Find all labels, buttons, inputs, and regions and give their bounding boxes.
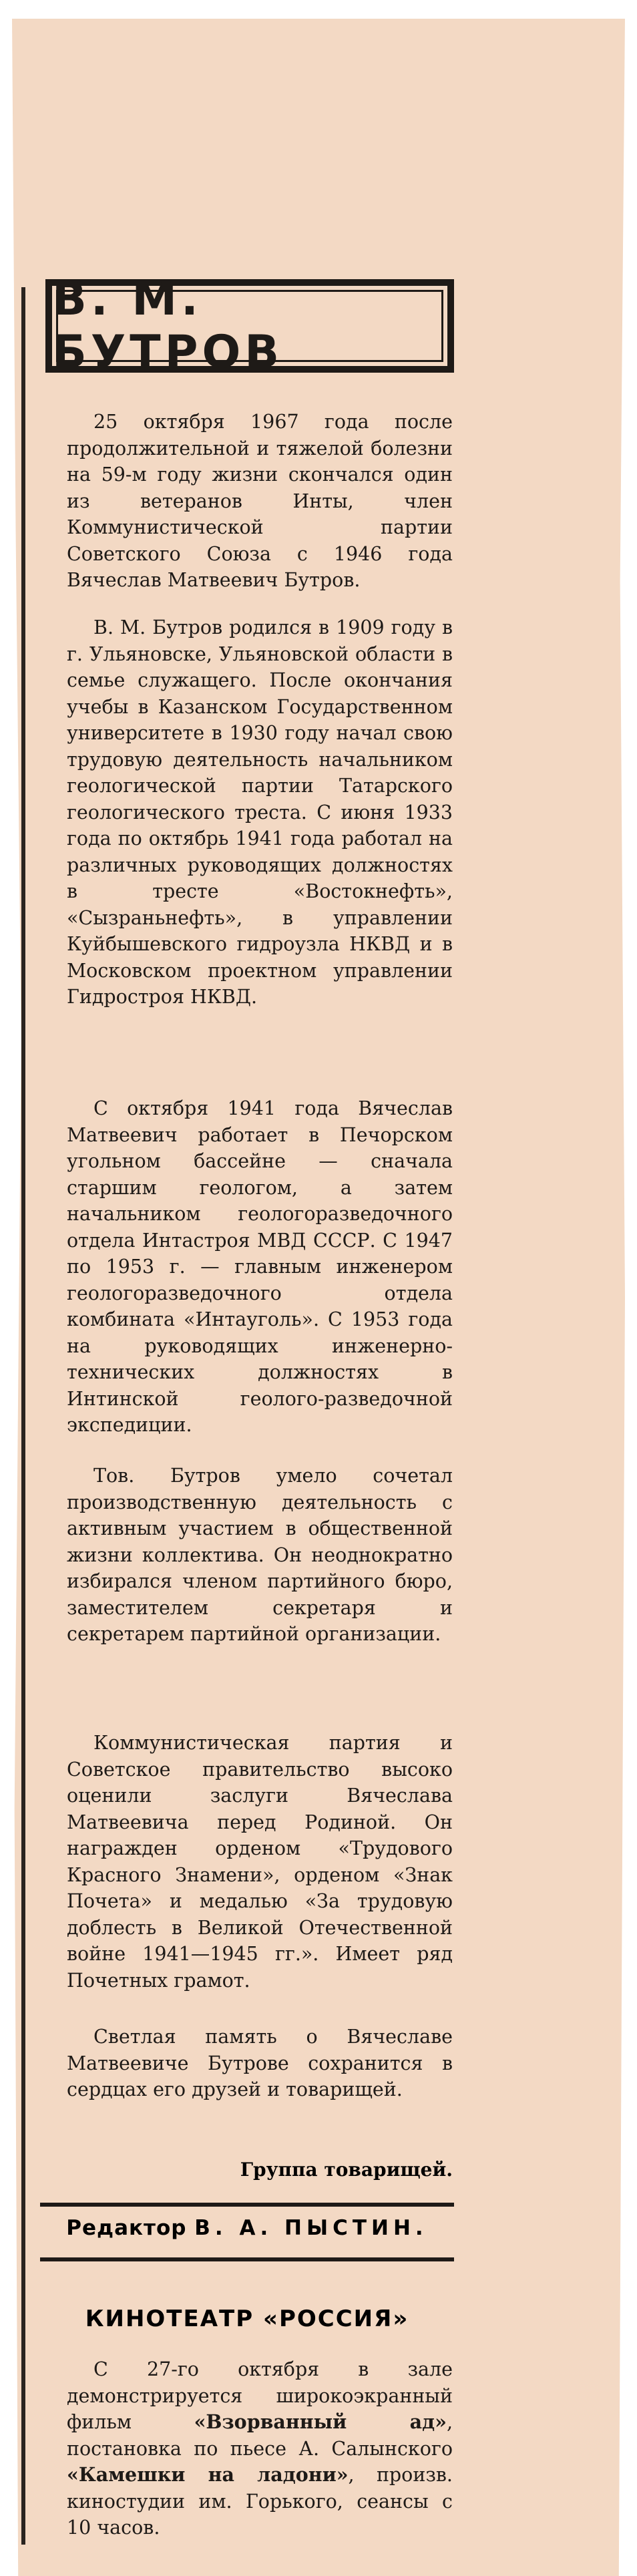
cinema-film-2: «Камешки на ладони»: [67, 2463, 349, 2486]
cinema-film-1: «Взорванный ад»: [194, 2410, 447, 2433]
cinema-text-1: С 27-го октября в зале демонстрируется широкоэкранный фильм: [67, 2358, 453, 2433]
obituary-paragraph-5: Коммунистическая партия и Советское правительство высоко оценили заслуги Вячеслава Матвеевича перед Родиной. Он награжден орденом «Трудового Красного Знамени», орденом «Знак Почета» и медалью «За трудовую доблесть в Великой Отечественной войне 1941—1945 гг.». Имеет ряд Почетных грамот.: [67, 1732, 453, 1992]
obituary-paragraph-1: 25 октября 1967 года после продолжительной и тяжелой болезни на 59-м году жизни скончался один из ветеранов Инты, член Коммунистической партии Советского Союза с 1946 года Вячеслав Матвеевич Бутров.: [67, 411, 453, 591]
column-rule-left: [21, 287, 25, 2545]
divider-top: [40, 2203, 454, 2207]
divider-bottom: [40, 2257, 454, 2261]
cinema-text-3: , произв. киностудии им. Горького, сеансы с 10 часов.: [67, 2464, 453, 2539]
editor-name: В. А. ПЫСТИН.: [194, 2216, 428, 2240]
obituary-paragraph-2: В. М. Бутров родился в 1909 году в г. Ульяновске, Ульяновской области в семье служащего. После окончания учебы в Казанском Государственном университете в 1930 году начал свою трудовую деятельность начальником геологической партии Татарского геологического треста. С июня 1933 года по октябрь 1941 года работал на различных руководящих должностях в тресте «Востокнефть», «Сызраньнефть», в управлении Куйбышевского гидроузла НКВД и в Московском проектном управлении Гидростроя НКВД.: [67, 616, 453, 1008]
obituary-title: В. М. БУТРОВ: [52, 273, 284, 379]
obituary-title-box: [45, 273, 454, 379]
cinema-title: КИНОТЕАТР «РОССИЯ»: [85, 2306, 409, 2332]
obituary-signature: Группа товарищей.: [240, 2159, 453, 2181]
editor-label: Редактор: [66, 2216, 187, 2240]
cinema-text-2: , постановка по пьесе А. Салынского: [67, 2411, 453, 2460]
obituary-paragraph-6: Светлая память о Вячеславе Матвеевиче Бутрове сохранится в сердцах его друзей и товарищей.: [67, 2026, 453, 2100]
obituary-paragraph-4: Тов. Бутров умело сочетал производственную деятельность с активным участием в общественной жизни коллектива. Он неоднократно избирался членом партийного бюро, заместителем секретаря и секретарем партийной организации.: [67, 1465, 453, 1645]
cinema-announcement: [67, 2356, 453, 2541]
obituary-paragraph-3: С октября 1941 года Вячеслав Матвеевич работает в Печорском угольном бассейне — сначала старшим геологом, а затем начальником геологоразведочного отдела Интастроя МВД СССР. С 1947 по 1953 г. — главным инженером геологоразведочного отдела комбината «Интауголь». С 1953 года на руководящих инженерно-технических должностях в Интинской геолого-разведочной экспедиции.: [67, 1097, 453, 1436]
editor-line: [40, 2216, 454, 2240]
